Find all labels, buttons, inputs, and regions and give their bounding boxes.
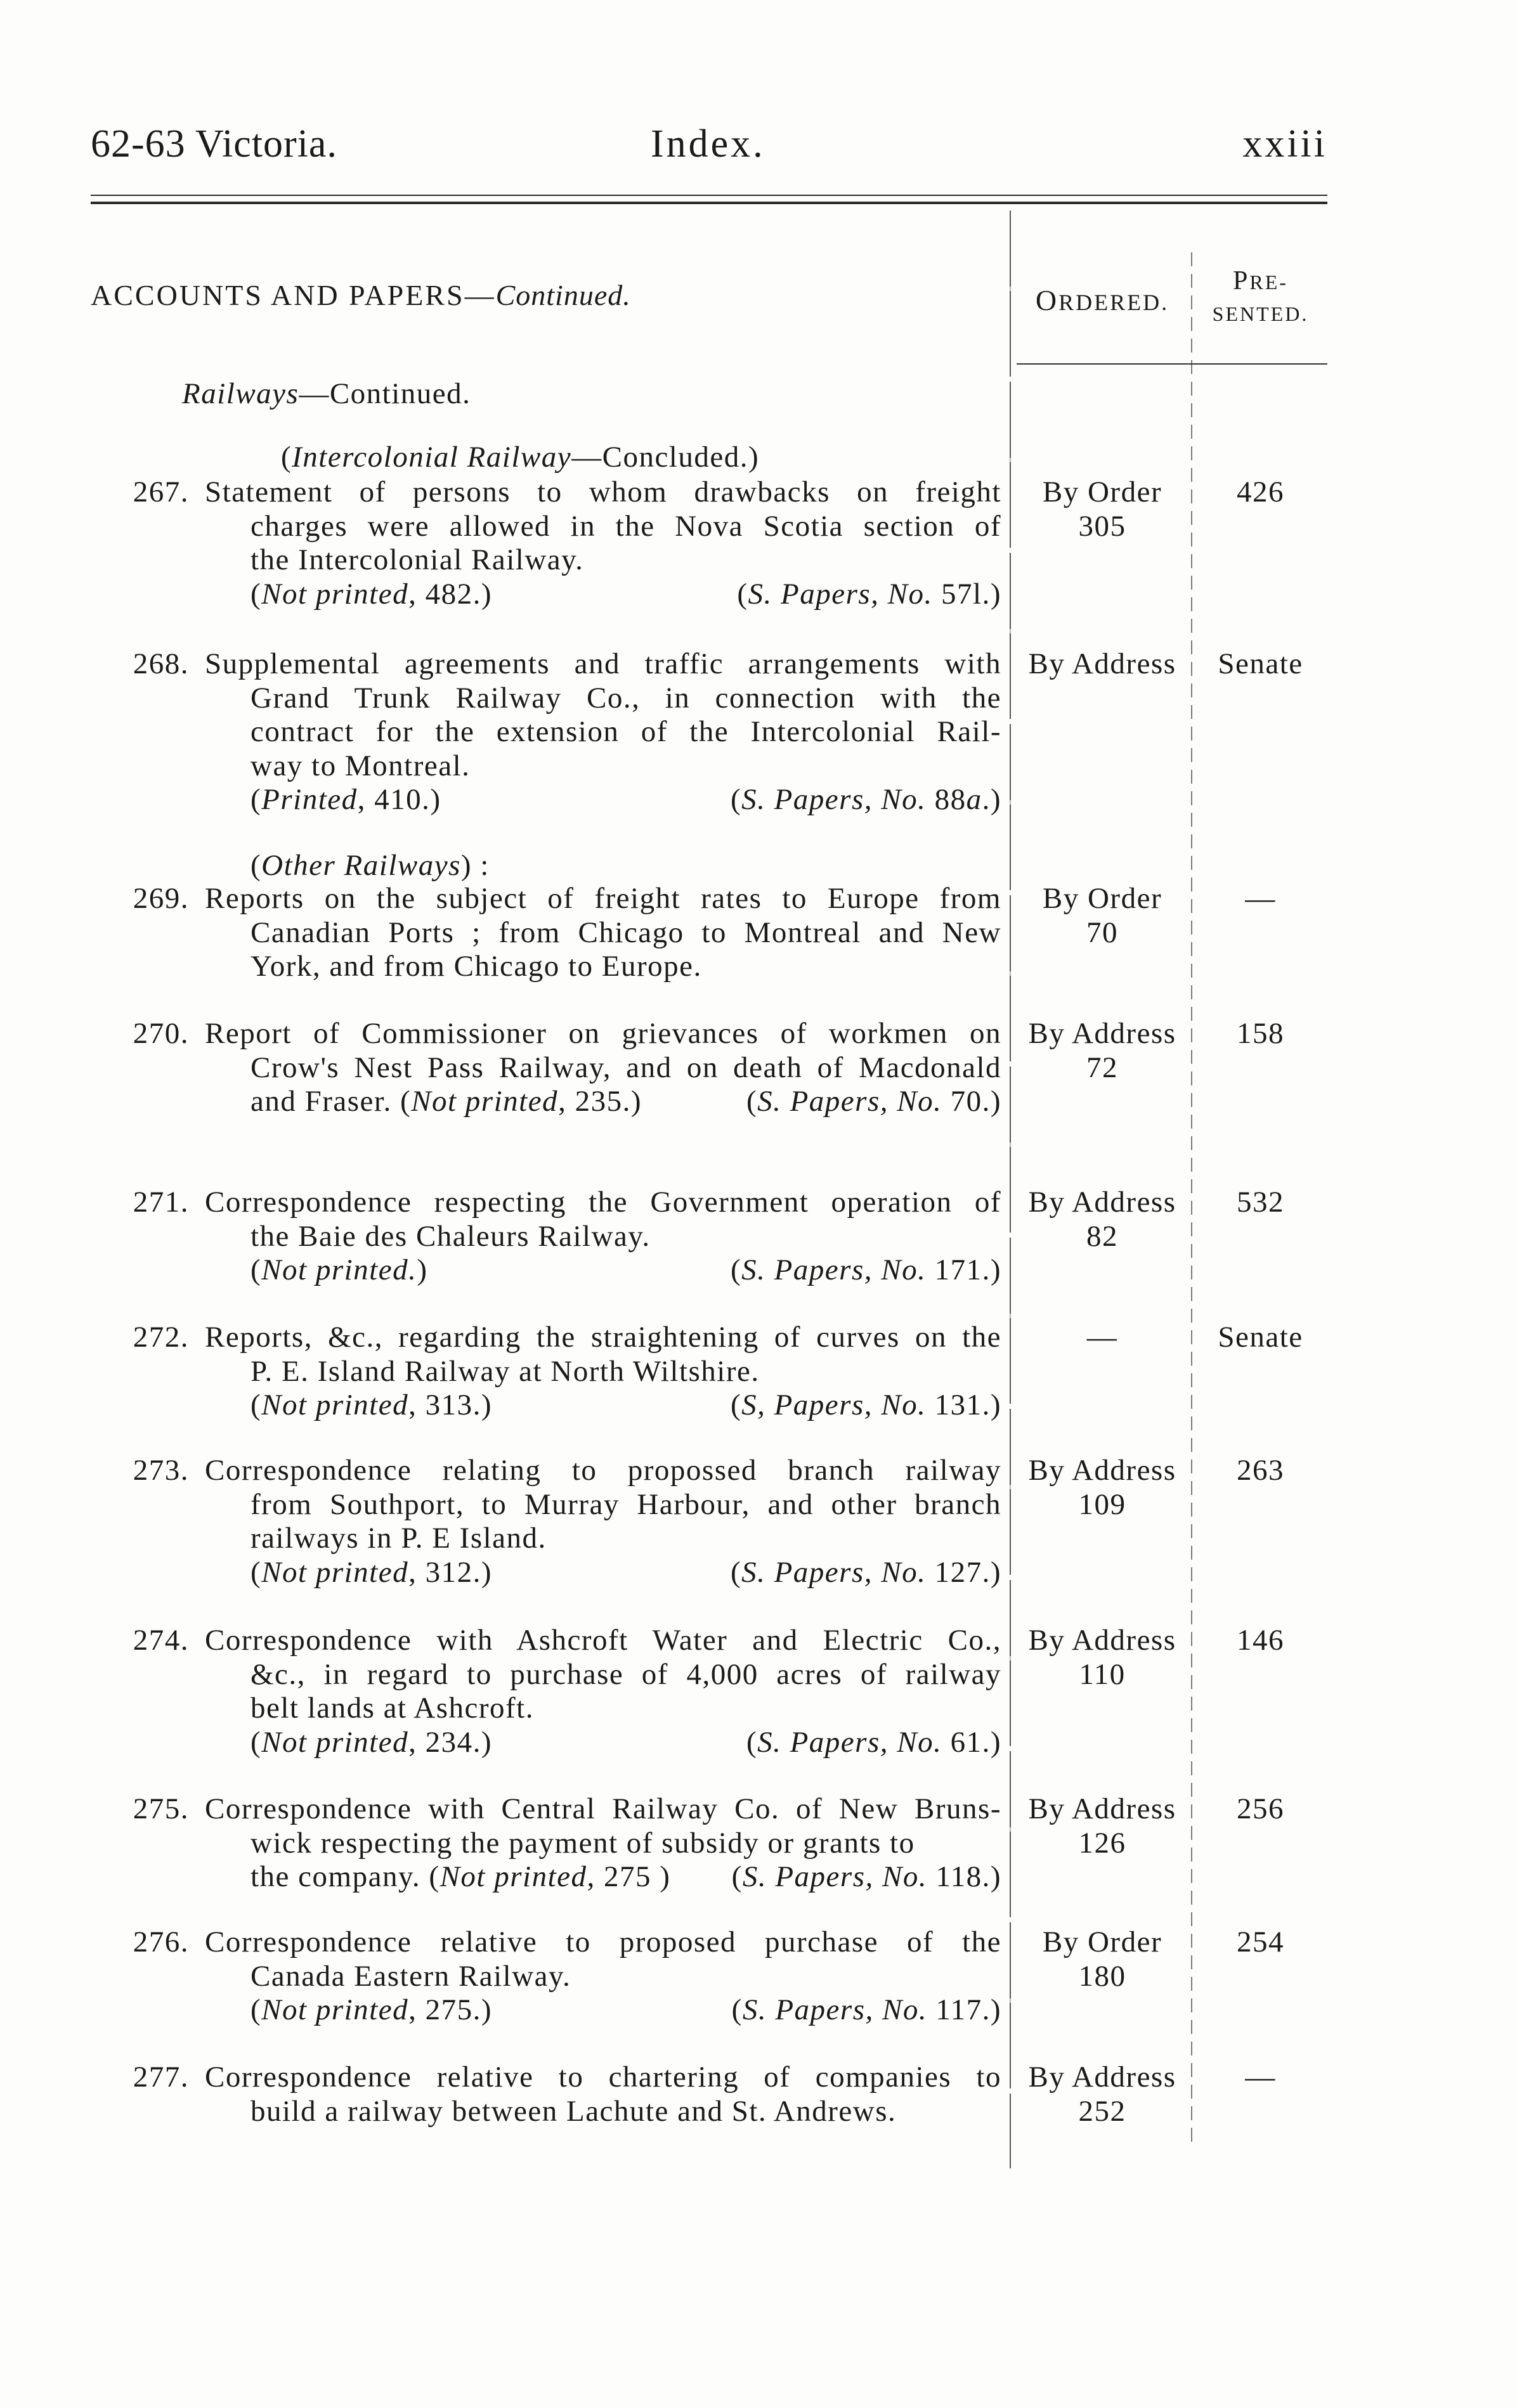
italic-text: S. Papers, No. xyxy=(748,577,933,611)
text-segment: ( xyxy=(251,577,262,611)
italic-text: Not printed xyxy=(261,1725,409,1759)
text-segment: , 235.) xyxy=(558,1085,642,1118)
entry-270 xyxy=(0,1017,1517,1118)
subheading-other-railways xyxy=(251,849,490,883)
entry-number: 267. xyxy=(133,476,189,508)
page-title: Index. xyxy=(651,122,765,165)
entry-line-text: charges were allowed in the Nova Scotia section of xyxy=(251,509,1001,543)
entry-line-text: Correspondence with Ashcroft Water and Electric Co., xyxy=(205,1624,1001,1657)
italic-text: Not printed xyxy=(261,1993,409,2026)
entry-line xyxy=(251,950,1001,984)
entry-line xyxy=(251,682,1001,716)
text-segment: , 313.) xyxy=(408,1388,492,1421)
text-segment: 61.) xyxy=(942,1725,1001,1759)
text-segment: 57l.) xyxy=(932,577,1001,611)
ordered-line: 109 xyxy=(1078,1487,1126,1521)
text-segment: ( xyxy=(251,1253,262,1286)
text-segment: ( xyxy=(731,1860,743,1893)
entry-text xyxy=(205,1017,1001,1119)
italic-text: S. Papers, No. xyxy=(741,783,927,816)
entry-line xyxy=(251,916,1001,950)
ordered-line: 305 xyxy=(1078,509,1126,543)
entry-presented: — xyxy=(1245,2061,1276,2094)
text-segment: ( xyxy=(746,1725,758,1759)
text-segment: 131.) xyxy=(926,1388,1001,1421)
entry-presented: 158 xyxy=(1237,1017,1284,1050)
italic-text: Other Railways xyxy=(261,849,461,882)
citation-printed-note xyxy=(251,1556,492,1590)
text-segment: ( xyxy=(251,849,262,882)
text-segment: ( xyxy=(251,1388,262,1421)
citation-printed-note xyxy=(251,1860,670,1894)
ordered-line: 126 xyxy=(1078,1826,1126,1860)
entry-line xyxy=(205,1792,1001,1827)
entry-line xyxy=(251,1488,1001,1522)
entry-ordered xyxy=(1013,882,1191,950)
entry-ordered xyxy=(1013,1926,1191,1993)
entry-text xyxy=(205,1926,1001,2028)
italic-text: S. Papers, No. xyxy=(757,1725,942,1759)
entry-line xyxy=(205,647,1001,682)
entry-citation xyxy=(251,1556,1001,1590)
entry-presented: 426 xyxy=(1237,476,1284,508)
entry-line-text: Reports, &c., regarding the straightening of curves on the xyxy=(205,1321,1001,1354)
entry-text xyxy=(205,1792,1001,1894)
entry-presented: Senate xyxy=(1218,647,1303,680)
text-segment: , 275 ) xyxy=(587,1860,671,1893)
entry-line-text: Correspondence with Central Railway Co. of New Bruns- xyxy=(205,1792,1001,1825)
text-segment: 70.) xyxy=(942,1085,1001,1118)
italic-text: Continued. xyxy=(495,279,631,311)
column-header-presented-line1: PRE- xyxy=(1233,266,1288,295)
entry-line xyxy=(251,749,1001,784)
italic-text: Not printed xyxy=(411,1085,559,1118)
entry-ordered xyxy=(1013,1186,1191,1253)
ordered-line: 110 xyxy=(1079,1657,1126,1691)
entry-line xyxy=(251,1658,1001,1692)
entry-line-text: from Southport, to Murray Harbour, and other branch xyxy=(251,1487,1001,1521)
text-segment: ) xyxy=(417,1253,428,1286)
entry-275 xyxy=(0,1792,1517,1893)
entry-ordered xyxy=(1013,476,1191,543)
entry-line-text: Statement of persons to whom drawbacks on freight xyxy=(205,476,1001,508)
entry-line xyxy=(251,1960,1001,1994)
entry-number: 273. xyxy=(133,1454,189,1487)
text-segment: ( xyxy=(731,1993,743,2026)
ordered-line: By Address xyxy=(1028,1454,1176,1487)
text-segment: , 482.) xyxy=(408,577,492,611)
text-segment: ( xyxy=(730,1253,742,1286)
subheading-railways xyxy=(182,377,471,411)
entry-citation xyxy=(251,1993,1001,2028)
text-segment: 117.) xyxy=(927,1993,1001,2026)
entry-text xyxy=(205,2061,1001,2128)
entry-ordered xyxy=(1013,1454,1191,1522)
column-divider-presented xyxy=(1191,252,1192,2148)
text-segment: ( xyxy=(251,783,262,816)
italic-text: S. Papers, No. xyxy=(741,1253,927,1286)
italic-text: Not printed xyxy=(261,1388,409,1421)
entry-line xyxy=(251,1692,1001,1726)
entry-text xyxy=(205,1186,1001,1288)
entry-ordered xyxy=(1013,1624,1191,1692)
entry-number: 268. xyxy=(133,647,189,680)
entry-line xyxy=(251,543,1001,578)
citation-printed-note xyxy=(251,1388,492,1423)
entry-ordered xyxy=(1013,1792,1191,1860)
entry-citation xyxy=(251,1388,1001,1423)
entry-line-text: Grand Trunk Railway Co., in connection with the xyxy=(251,681,1001,715)
citation-printed-note xyxy=(251,578,492,612)
entry-line xyxy=(205,476,1001,510)
entry-line xyxy=(205,1926,1001,1960)
ordered-line: By Address xyxy=(1028,1017,1176,1050)
entry-line xyxy=(251,715,1001,749)
italic-text: S. Papers, No. xyxy=(742,1993,928,2026)
text-segment: ( xyxy=(251,1993,262,2026)
page-number: xxiii xyxy=(1242,122,1327,165)
entry-number: 277. xyxy=(133,2061,189,2094)
text-segment: —Concluded.) xyxy=(571,441,760,474)
citation-sessional-paper xyxy=(746,1085,1001,1119)
text-segment: ( xyxy=(737,577,748,611)
entry-presented: 254 xyxy=(1237,1926,1284,1958)
citation-printed-note xyxy=(251,1253,428,1288)
text-segment: , 312.) xyxy=(408,1555,492,1589)
column-header-ordered: ORDERED. xyxy=(1035,284,1169,316)
entry-text xyxy=(205,1454,1001,1589)
entry-269 xyxy=(0,882,1517,983)
entry-line xyxy=(251,2095,1001,2129)
text-segment: , 234.) xyxy=(408,1725,492,1759)
entry-number: 275. xyxy=(133,1792,189,1825)
header-rule-thin xyxy=(91,195,1327,196)
text-segment: ACCOUNTS AND PAPERS— xyxy=(91,279,496,311)
volume-label: 62-63 Victoria. xyxy=(91,122,337,165)
entry-text xyxy=(205,647,1001,817)
citation-sessional-paper xyxy=(731,1388,1001,1423)
entry-ordered xyxy=(1013,1017,1191,1085)
text-segment: ( xyxy=(730,1388,742,1421)
entry-line-text: P. E. Island Railway at North Wiltshire. xyxy=(251,1354,760,1388)
subheading-intercolonial xyxy=(281,441,759,475)
ordered-line: 252 xyxy=(1078,2094,1126,2128)
italic-text: Intercolonial Railway xyxy=(292,441,572,474)
entry-line-text: the Baie des Chaleurs Railway. xyxy=(251,1219,651,1253)
entry-268 xyxy=(0,647,1517,816)
section-heading xyxy=(91,277,631,314)
entry-number: 276. xyxy=(133,1926,189,1958)
text-segment: ( xyxy=(730,1555,742,1589)
citation-sessional-paper xyxy=(731,783,1001,817)
text-segment: .) xyxy=(982,783,1001,816)
citation-sessional-paper xyxy=(746,1726,1001,1760)
entry-line xyxy=(251,1220,1001,1254)
entry-line-text: Reports on the subject of freight rates to Europe from xyxy=(205,882,1001,915)
ordered-line: By Address xyxy=(1028,647,1176,680)
ordered-line: By Order xyxy=(1042,476,1162,508)
entry-presented: — xyxy=(1245,882,1276,915)
text-segment: ( xyxy=(251,1555,262,1589)
italic-text: Railways xyxy=(182,377,299,410)
entry-ordered xyxy=(1013,1321,1191,1355)
citation-sessional-paper xyxy=(737,578,1001,612)
italic-text: a xyxy=(966,783,982,816)
entry-line xyxy=(251,1051,1001,1085)
citation-sessional-paper xyxy=(731,1253,1001,1288)
entry-line xyxy=(251,1827,1001,1861)
text-segment: ) : xyxy=(460,849,490,882)
italic-text: Printed xyxy=(261,783,358,816)
entry-presented: Senate xyxy=(1218,1321,1303,1354)
text-segment: ( xyxy=(281,441,292,474)
text-segment: 127.) xyxy=(926,1555,1001,1589)
header-rule-thick xyxy=(91,202,1327,204)
italic-text: S. Papers, No. xyxy=(757,1085,942,1118)
entry-number: 272. xyxy=(133,1321,189,1354)
citation-printed-note xyxy=(251,1993,492,2028)
entry-line xyxy=(251,510,1001,544)
citation-sessional-paper xyxy=(732,1993,1001,2028)
entry-citation xyxy=(251,1726,1001,1760)
ordered-line: 82 xyxy=(1086,1219,1118,1253)
text-segment: —Continued. xyxy=(299,377,471,410)
entry-line-text: Canadian Ports ; from Chicago to Montreal and New xyxy=(251,916,1001,949)
entry-ordered xyxy=(1013,2061,1191,2128)
entry-line-text: the Intercolonial Railway. xyxy=(251,543,584,576)
ordered-line: By Address xyxy=(1028,1186,1176,1219)
italic-text: S. Papers, No. xyxy=(742,1860,928,1893)
entry-line-text: way to Montreal. xyxy=(251,749,471,782)
ordered-line: By Order xyxy=(1042,882,1162,915)
entry-line xyxy=(205,1454,1001,1488)
entry-line xyxy=(251,1355,1001,1389)
entry-number: 274. xyxy=(133,1624,189,1657)
text-segment: , 410.) xyxy=(357,783,441,816)
entry-line-text: &c., in regard to purchase of 4,000 acres of railway xyxy=(251,1657,1001,1691)
text-segment: the company. ( xyxy=(251,1860,440,1893)
entry-presented: 256 xyxy=(1237,1792,1284,1825)
text-segment: ( xyxy=(730,783,742,816)
entry-presented: 263 xyxy=(1237,1454,1284,1487)
entry-line-text: Correspondence relative to proposed purchase of the xyxy=(205,1926,1001,1958)
entry-line-text: Crow's Nest Pass Railway, and on death of Macdonald xyxy=(251,1051,1001,1084)
entry-line-text: Report of Commissioner on grievances of workmen on xyxy=(205,1017,1001,1050)
entry-line xyxy=(205,1186,1001,1220)
entry-line-text: wick respecting the payment of subsidy or grants to xyxy=(251,1826,915,1860)
entry-line xyxy=(205,882,1001,916)
column-header-presented-line2: SENTED. xyxy=(1212,302,1309,325)
text-segment: , 275.) xyxy=(408,1993,492,2026)
citation-printed-note xyxy=(251,783,441,817)
entry-line-text: Supplemental agreements and traffic arrangements with xyxy=(205,647,1001,680)
column-header-rule xyxy=(1017,363,1327,365)
entry-number: 269. xyxy=(133,882,189,915)
ordered-line: 72 xyxy=(1086,1051,1118,1084)
citation-sessional-paper xyxy=(732,1860,1001,1894)
entry-line-text: build a railway between Lachute and St. Andrews. xyxy=(251,2094,897,2128)
ordered-line: By Address xyxy=(1028,2061,1176,2094)
italic-text: Not printed. xyxy=(261,1253,417,1286)
text-segment: ( xyxy=(746,1085,758,1118)
ordered-line: — xyxy=(1086,1321,1118,1354)
entry-line xyxy=(205,1624,1001,1658)
text-segment: ( xyxy=(251,1725,262,1759)
entry-citation xyxy=(251,1253,1001,1288)
entry-citation xyxy=(251,578,1001,612)
entry-citation xyxy=(251,1860,1001,1894)
italic-text: S. Papers, No. xyxy=(741,1555,927,1589)
citation-printed-note xyxy=(251,1726,492,1760)
entry-ordered xyxy=(1013,647,1191,682)
entry-text xyxy=(205,1321,1001,1423)
italic-text: Not printed xyxy=(261,577,409,611)
entry-text xyxy=(205,476,1001,611)
entry-line-text: York, and from Chicago to Europe. xyxy=(251,950,702,983)
entry-line xyxy=(205,1321,1001,1355)
ordered-line: By Order xyxy=(1042,1926,1162,1958)
entry-line-text: Canada Eastern Railway. xyxy=(251,1959,571,1993)
text-segment: 171.) xyxy=(926,1253,1001,1286)
entry-line xyxy=(205,1017,1001,1051)
ordered-line: 70 xyxy=(1086,916,1118,949)
entry-line-text: railways in P. E Island. xyxy=(251,1522,547,1555)
entry-number: 271. xyxy=(133,1186,189,1219)
entry-citation xyxy=(251,783,1001,817)
entry-line-text: contract for the extension of the Intercolonial Rail- xyxy=(251,715,1001,748)
entry-presented: 532 xyxy=(1237,1186,1284,1219)
entry-number: 270. xyxy=(133,1017,189,1050)
text-segment: 118.) xyxy=(927,1860,1001,1893)
entry-line xyxy=(251,1522,1001,1556)
ordered-line: 180 xyxy=(1078,1959,1126,1993)
entry-line-text: Correspondence relating to propossed branch railway xyxy=(205,1454,1001,1487)
ordered-line: By Address xyxy=(1028,1792,1176,1825)
entry-line-text: Correspondence relative to chartering of companies to xyxy=(205,2061,1001,2094)
text-segment: 88 xyxy=(926,783,967,816)
italic-text: Not printed xyxy=(439,1860,587,1893)
column-divider-ordered xyxy=(1010,210,1011,2168)
italic-text: Not printed xyxy=(261,1555,409,1589)
citation-printed-note xyxy=(251,1085,642,1119)
entry-line xyxy=(205,2061,1001,2095)
entry-text xyxy=(205,882,1001,984)
entry-citation xyxy=(251,1085,1001,1119)
italic-text: S, Papers, No. xyxy=(741,1388,927,1421)
citation-sessional-paper xyxy=(731,1556,1001,1590)
ordered-line: By Address xyxy=(1028,1624,1176,1657)
entry-line-text: belt lands at Ashcroft. xyxy=(251,1692,534,1725)
entry-line-text: Correspondence respecting the Government operation of xyxy=(205,1186,1001,1219)
entry-presented: 146 xyxy=(1237,1624,1284,1657)
entry-text xyxy=(205,1624,1001,1759)
text-segment: and Fraser. ( xyxy=(251,1085,412,1118)
